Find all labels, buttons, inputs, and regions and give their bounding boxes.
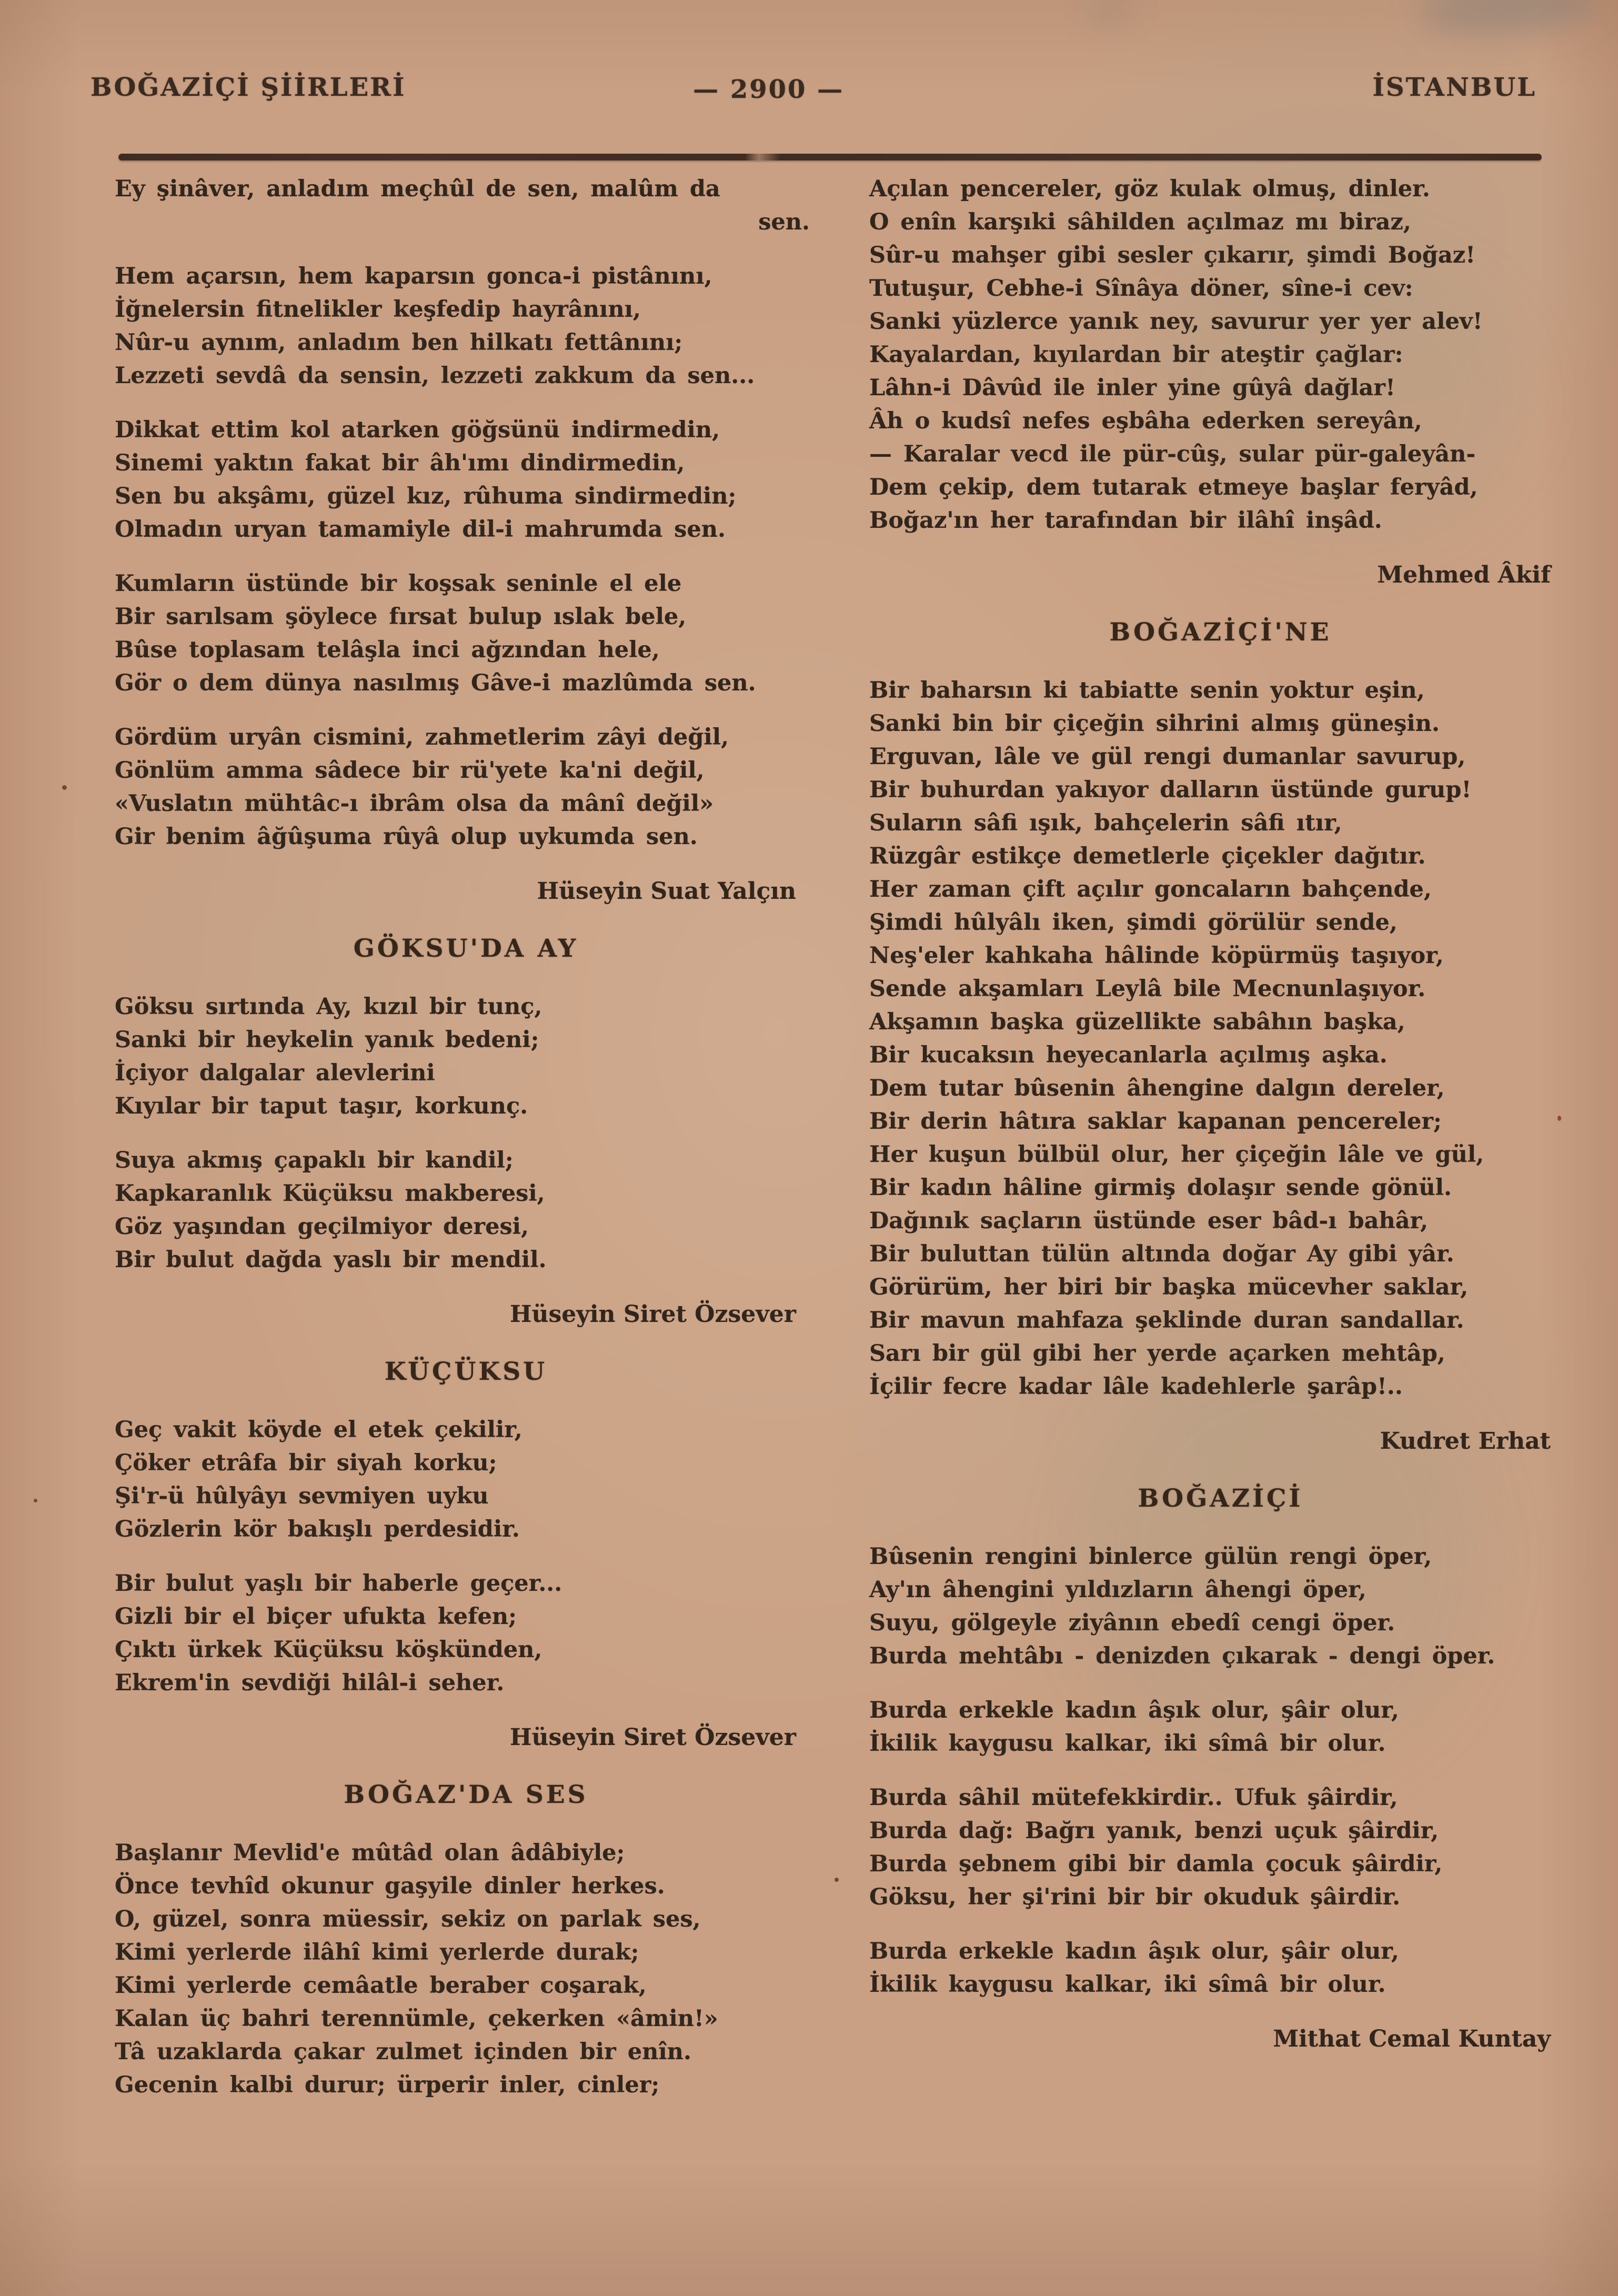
poem-bogazicine (869, 616, 1572, 1458)
stanza (869, 1781, 1572, 1914)
poem-author: Hüseyin Siret Özsever (509, 1724, 796, 1751)
poem-author: Mithat Cemal Kuntay (1273, 2026, 1551, 2052)
poem-line: Akşamın başka güzellikte sabâhın başka, (869, 1009, 1405, 1035)
poem-line: Âh o kudsî nefes eşbâha ederken sereyân, (869, 408, 1422, 434)
poem-line: Açılan pencereler, göz kulak olmuş, dinler. (869, 176, 1430, 202)
poem-line: Olmadın uryan tamamiyle dil-i mahrumda sen. (115, 516, 726, 543)
stanza (115, 990, 817, 1123)
poem-line: Önce tevhîd okunur gaşyile dinler herkes. (115, 1873, 665, 1899)
poem-line: Gizli bir el biçer ufukta kefen; (115, 1603, 517, 1630)
poem-goksuda-ay (115, 932, 817, 1331)
poem-line: Suyu, gölgeyle ziyânın ebedî cengi öper. (869, 1610, 1395, 1636)
poem-line: Bir bulut dağda yaslı bir mendil. (115, 1247, 547, 1273)
poem-author: Mehmed Âkif (1377, 562, 1551, 588)
poem-line: Kalan üç bahri terennümle, çekerken «âmin!» (115, 2006, 718, 2032)
poem-line: Bir bulut yaşlı bir haberle geçer... (115, 1570, 562, 1597)
stanza (869, 1694, 1572, 1760)
poem-title: BOĞAZİÇİ'NE (1109, 618, 1332, 647)
poem-gazel-sen (115, 173, 817, 908)
poem-line: İçilir fecre kadar lâle kadehlerle şarâp!.. (869, 1373, 1403, 1400)
poem-line: Gördüm uryân cismini, zahmetlerim zâyi değil, (115, 724, 729, 750)
stanza (115, 260, 817, 393)
poem-line: Gecenin kalbi durur; ürperir inler, cinler; (115, 2072, 660, 2098)
poem-line: sen. (758, 209, 810, 235)
poem-kucuksu (115, 1355, 817, 1754)
poem-line: Bûse toplasam telâşla inci ağzından hele, (115, 637, 660, 663)
paper-stain (1416, 0, 1598, 38)
poem-line: Hem açarsın, hem kaparsın gonca-i pistânını, (115, 263, 712, 289)
poem-line: Neş'eler kahkaha hâlinde köpürmüş taşıyor, (869, 943, 1444, 969)
poem-line: Bir baharsın ki tabiatte senin yoktur eşin, (869, 677, 1425, 704)
poem-line: İçiyor dalgalar alevlerini (115, 1060, 435, 1086)
poem-line: Sanki bir heykelin yanık bedeni; (115, 1027, 539, 1053)
poem-line: Gir benim âğûşuma rûyâ olup uykumda sen. (115, 824, 698, 850)
poem-line: Lezzeti sevdâ da sensin, lezzeti zakkum da sen... (115, 363, 755, 389)
poem-line: Göksu, her şi'rini bir bir okuduk şâirdir. (869, 1884, 1401, 1910)
poem-line: Burda mehtâbı - denizden çıkarak - dengi öper. (869, 1643, 1495, 1669)
poem-line: Dem çekip, dem tutarak etmeye başlar feryâd, (869, 474, 1478, 500)
page-header (0, 73, 1618, 115)
poem-line: İğnelersin fitnelikler keşfedip hayrânını, (115, 296, 641, 323)
book-title: BOĞAZİÇİ ŞİİRLERİ (91, 73, 406, 102)
poem-line: Tâ uzaklarda çakar zulmet içinden bir enîn. (115, 2039, 691, 2065)
poem-line: Sende akşamları Leylâ bile Mecnunlaşıyor. (869, 976, 1426, 1002)
stanza (115, 1567, 817, 1700)
poem-line: Kumların üstünde bir koşsak seninle el ele (115, 570, 682, 597)
poem-line: Bir kadın hâline girmiş dolaşır sende gönül. (869, 1175, 1452, 1201)
poem-line: Göksu sırtında Ay, kızıl bir tunç, (115, 994, 542, 1020)
stanza (115, 173, 817, 239)
poem-line: Kimi yerlerde cemâatle beraber coşarak, (115, 1972, 647, 1999)
poem-line: Lâhn-i Dâvûd ile inler yine gûyâ dağlar! (869, 375, 1395, 401)
paper-speck (835, 1878, 839, 1882)
paper-speck (62, 785, 67, 790)
stanza (115, 1837, 817, 2102)
poem-line: Şi'r-ü hûlyâyı sevmiyen uyku (115, 1483, 489, 1509)
poem-line: Bir buhurdan yakıyor dalların üstünde gurup! (869, 777, 1472, 803)
poem-line: Sanki bin bir çiçeğin sihrini almış güneşin. (869, 710, 1440, 737)
left-column (115, 173, 817, 2123)
stanza (115, 1413, 817, 1546)
poem-title: KÜÇÜKSU (384, 1357, 548, 1386)
poem-bogazda-ses (115, 1778, 817, 2102)
poem-author: Kudret Erhat (1380, 1428, 1551, 1455)
poem-bogazici (869, 1482, 1572, 2056)
poem-line: Dikkat ettim kol atarken göğsünü indirmedin, (115, 417, 720, 443)
poem-line: İkilik kaygusu kalkar, iki sîmâ bir olur. (869, 1730, 1386, 1757)
poem-line: Görürüm, her biri bir başka mücevher saklar, (869, 1274, 1469, 1300)
poem-line: Gör o dem dünya nasılmış Gâve-i mazlûmda sen. (115, 670, 756, 696)
poem-line: Burda şebnem gibi bir damla çocuk şâirdir, (869, 1851, 1443, 1877)
poem-line: Göz yaşından geçilmiyor deresi, (115, 1214, 529, 1240)
paper-stain (1092, 4, 1129, 18)
poem-line: Burda erkekle kadın âşık olur, şâir olur, (869, 1938, 1399, 1964)
poem-line: Nûr-u aynım, anladım ben hilkatı fettânını; (115, 329, 683, 356)
poem-line: Bir buluttan tülün altında doğar Ay gibi yâr. (869, 1241, 1454, 1267)
section-title: İSTANBUL (1372, 73, 1536, 102)
poem-line: Bir derin hâtıra saklar kapanan pencereler; (869, 1108, 1442, 1135)
poem-line: Dağınık saçların üstünde eser bâd-ı bahâr, (869, 1208, 1429, 1234)
poem-line: Geç vakit köyde el etek çekilir, (115, 1417, 522, 1443)
poem-line: Bir mavun mahfaza şeklinde duran sandallar. (869, 1307, 1464, 1334)
poem-author: Hüseyin Suat Yalçın (537, 878, 796, 905)
stanza (869, 1935, 1572, 2001)
poem-line: Ay'ın âhengini yıldızların âhengi öper, (869, 1577, 1366, 1603)
stanza (869, 173, 1572, 537)
poem-author: Hüseyin Siret Özsever (509, 1301, 796, 1328)
stanza (869, 1540, 1572, 1673)
poem-line: İkilik kaygusu kalkar, iki sîmâ bir olur. (869, 1971, 1386, 1998)
poem-line: Kimi yerlerde ilâhî kimi yerlerde durak; (115, 1939, 639, 1966)
poem-bogazda-ses-devami (869, 173, 1572, 591)
stanza (869, 674, 1572, 1403)
poem-line: Kayalardan, kıyılardan bir ateştir çağlar: (869, 342, 1403, 368)
poem-line: Burda sâhil mütefekkirdir.. Ufuk şâirdir, (869, 1784, 1398, 1811)
poem-line: «Vuslatın mühtâc-ı ibrâm olsa da mânî değil» (115, 790, 713, 817)
poem-line: Dem tutar bûsenin âhengine dalgın dereler, (869, 1075, 1445, 1101)
poem-title: BOĞAZİÇİ (1138, 1484, 1303, 1513)
poem-line: Suya akmış çapaklı bir kandil; (115, 1147, 514, 1174)
poem-line: Tutuşur, Cebhe-i Sînâya döner, sîne-i cev: (869, 275, 1413, 302)
poem-line: Her zaman çift açılır goncaların bahçende, (869, 876, 1432, 903)
header-rule (118, 154, 1542, 161)
poem-line: Burda dağ: Bağrı yanık, benzi uçuk şâirdir, (869, 1818, 1439, 1844)
poem-line: Suların sâfi ışık, bahçelerin sâfi ıtır, (869, 810, 1342, 836)
poem-line: Sûr-u mahşer gibi sesler çıkarır, şimdi Boğaz! (869, 242, 1476, 268)
poem-line: Her kuşun bülbül olur, her çiçeğin lâle ve gül, (869, 1141, 1484, 1168)
poem-line: Sanki yüzlerce yanık ney, savurur yer yer alev! (869, 308, 1483, 335)
poem-line: Gözlerin kör bakışlı perdesidir. (115, 1516, 520, 1542)
poem-line: Ey şinâver, anladım meçhûl de sen, malûm da (115, 176, 720, 202)
poem-line: Çıktı ürkek Küçüksu köşkünden, (115, 1637, 542, 1663)
stanza (115, 567, 817, 700)
stanza (115, 721, 817, 854)
poem-line: Rüzgâr estikçe demetlerle çiçekler dağıtır. (869, 843, 1426, 869)
poem-line: Bûsenin rengini binlerce gülün rengi öper, (869, 1543, 1432, 1570)
poem-line: Şimdi hûlyâlı iken, şimdi görülür sende, (869, 909, 1398, 936)
poem-line: O enîn karşıki sâhilden açılmaz mı biraz, (869, 209, 1411, 235)
poem-title: BOĞAZ'DA SES (344, 1780, 588, 1809)
poem-line: Burda erkekle kadın âşık olur, şâir olur, (869, 1697, 1399, 1723)
poem-line: Bir kucaksın heyecanlarla açılmış aşka. (869, 1042, 1388, 1068)
right-column (869, 173, 1572, 2080)
poem-line: O, güzel, sonra müessir, sekiz on parlak ses, (115, 1906, 701, 1932)
poem-line: Bir sarılsam şöylece fırsat bulup ıslak bele, (115, 604, 687, 630)
poem-title: GÖKSU'DA AY (353, 934, 579, 963)
poem-line: Erguvan, lâle ve gül rengi dumanlar savurup, (869, 744, 1466, 770)
poem-line: Ekrem'in sevdiği hilâl-i seher. (115, 1670, 505, 1696)
poem-line: Boğaz'ın her tarafından bir ilâhî inşâd. (869, 507, 1382, 534)
poem-line: Sinemi yaktın fakat bir âh'ımı dindirmedin, (115, 450, 685, 476)
poem-line: Kapkaranlık Küçüksu makberesi, (115, 1180, 545, 1207)
poem-line: Kıyılar bir taput taşır, korkunç. (115, 1093, 528, 1119)
poem-line: Başlanır Mevlid'e mûtâd olan âdâbiyle; (115, 1840, 625, 1866)
poem-line: Sarı bir gül gibi her yerde açarken mehtâp, (869, 1340, 1445, 1367)
poem-line: — Karalar vecd ile pür-cûş, sular pür-galeyân- (869, 441, 1476, 467)
poem-line: Çöker etrâfa bir siyah korku; (115, 1450, 497, 1476)
stanza (115, 1144, 817, 1277)
page-number: — 2900 — (693, 75, 845, 104)
paper-speck (34, 1499, 37, 1502)
poem-line: Gönlüm amma sâdece bir rü'yete ka'ni değil, (115, 757, 705, 784)
poem-line: Sen bu akşâmı, güzel kız, rûhuma sindirmedin; (115, 483, 737, 509)
stanza (115, 414, 817, 546)
